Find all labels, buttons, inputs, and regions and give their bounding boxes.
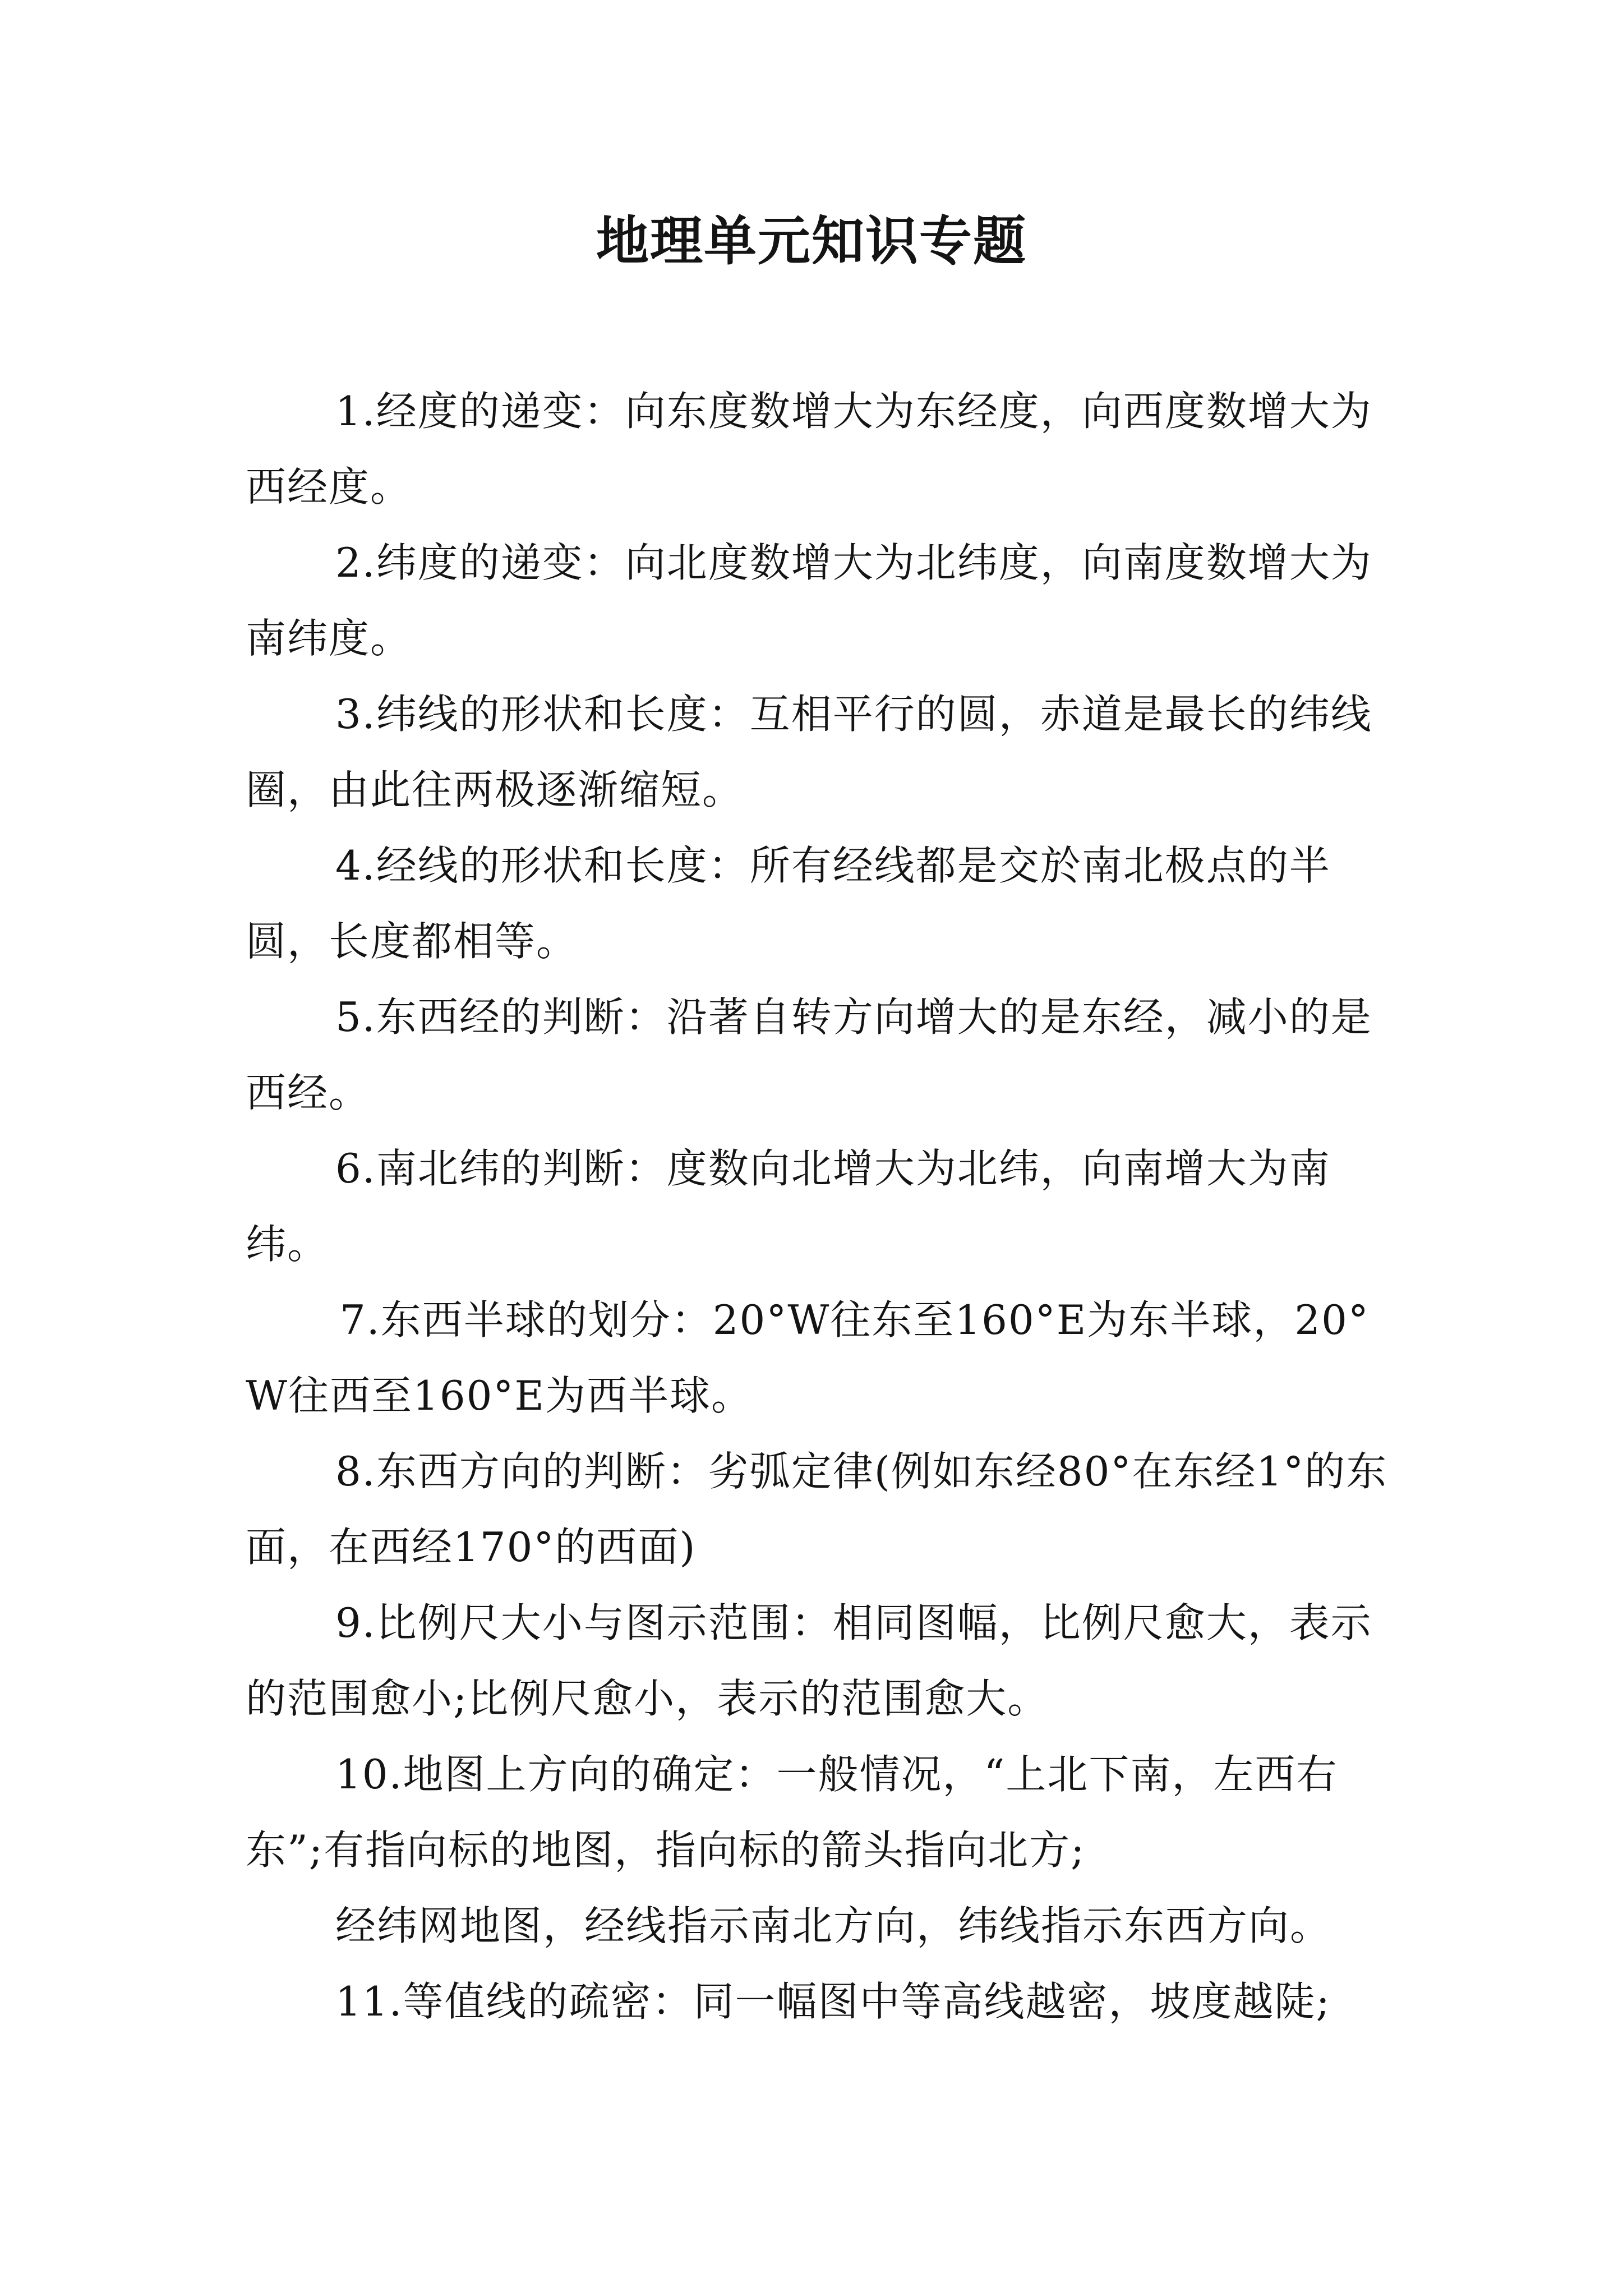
paragraph-longitude-change: 1.经度的递变：向东度数增大为东经度，向西度数增大为西经度。 [246, 388, 1372, 510]
paragraph-east-west-longitude: 5.东西经的判断：沿著自转方向增大的是东经，减小的是西经。 [246, 993, 1372, 1116]
paragraph-map-direction: 10.地图上方向的确定：一般情况，“上北下南，左西右东”;有指向标的地图，指向标的箭头指向北方; [246, 1751, 1338, 1874]
paragraph-latitude-change: 2.纬度的递变：向北度数增大为北纬度，向南度数增大为南纬度。 [246, 539, 1372, 662]
paragraph-north-south-latitude: 6.南北纬的判断：度数向北增大为北纬，向南增大为南纬。 [246, 1145, 1331, 1268]
document-title: 地理单元知识专题 [596, 210, 1027, 272]
paragraph-parallel-shape: 3.纬线的形状和长度：互相平行的圆，赤道是最长的纬线圈，由此往两极逐渐缩短。 [246, 691, 1372, 813]
paragraph-east-west-direction: 8.东西方向的判断：劣弧定律(例如东经80°在东经1°的东面，在西经170°的西面) [246, 1448, 1388, 1571]
paragraph-hemisphere-division: 7.东西半球的划分：20°W往东至160°E为东半球，20°W往西至160°E为西半球。 [246, 1296, 1370, 1419]
paragraph-isoline-density: 11.等值线的疏密：同一幅图中等高线越密，坡度越陡; [335, 1978, 1331, 2025]
document-body [246, 374, 1401, 2040]
paragraph-meridian-shape: 4.经线的形状和长度：所有经线都是交於南北极点的半圆，长度都相等。 [246, 842, 1331, 965]
paragraph-scale-range: 9.比例尺大小与图示范围：相同图幅，比例尺愈大，表示的范围愈小;比例尺愈小，表示的范围愈大。 [246, 1599, 1372, 1722]
paragraph-graticule-direction: 经纬网地图，经线指示南北方向，纬线指示东西方向。 [335, 1902, 1332, 1949]
